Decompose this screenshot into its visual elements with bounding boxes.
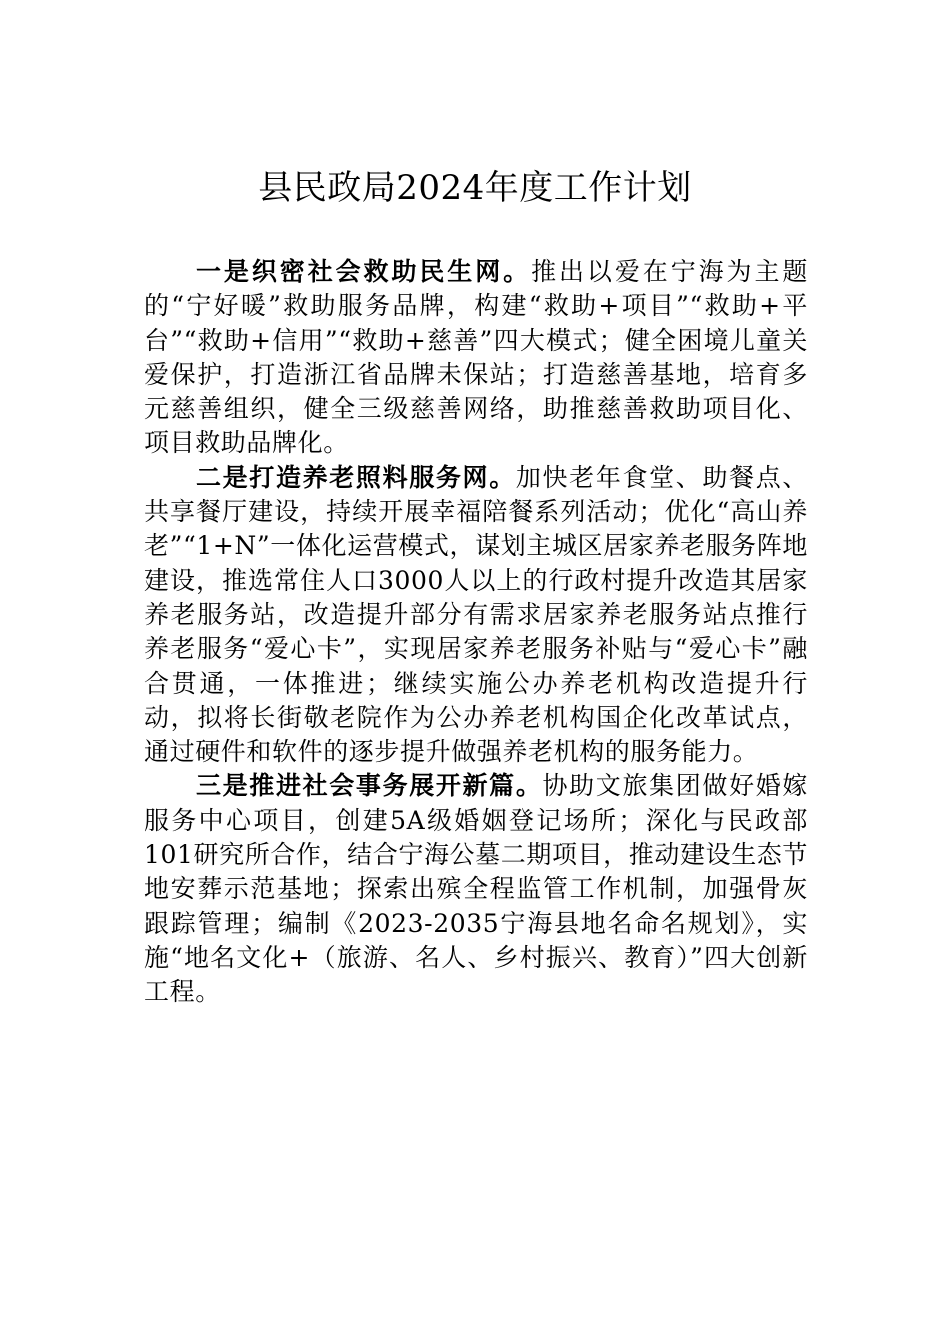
paragraph-text: 推出以爱在宁海为主题的“宁好暖”救助服务品牌，构建“救助+项目”“救助+平台”“救助+信用”“救助+慈善”四大模式；健全困境儿童关爱保护，打造浙江省品牌未保站；打造慈善基地，培育多元慈善组织，健全三级慈善网络，助推慈善救助项目化、项目救助品牌化。 bbox=[144, 257, 808, 458]
paragraph-elderly-care bbox=[144, 461, 808, 770]
paragraph-text: 协助文旅集团做好婚嫁服务中心项目，创建5A级婚姻登记场所；深化与民政部101研究所合作，结合宁海公墓二期项目，推动建设生态节地安葬示范基地；探索出殡全程监管工作机制，加强骨灰跟踪管理；编制《2023-2035宁海县地名命名规划》，实施“地名文化+（旅游、名人、乡村振兴、教育）”四大创新工程。 bbox=[144, 771, 808, 1007]
paragraph-social-affairs bbox=[144, 769, 808, 1009]
paragraph-lead: 二是打造养老照料服务网。 bbox=[196, 462, 516, 492]
paragraph-text: 加快老年食堂、助餐点、共享餐厅建设，持续开展幸福陪餐系列活动；优化“高山养老”“1+N”一体化运营模式，谋划主城区居家养老服务阵地建设，推选常住人口3000人以上的行政村提升改造其居家养老服务站，改造提升部分有需求居家养老服务站点推行养老服务“爱心卡”，实现居家养老服务补贴与“爱心卡”融合贯通，一体推进；继续实施公办养老机构改造提升行动，拟将长街敬老院作为公办养老机构国企化改革试点，通过硬件和软件的逐步提升做强养老机构的服务能力。 bbox=[144, 462, 809, 767]
paragraph-lead: 三是推进社会事务展开新篇。 bbox=[196, 771, 543, 801]
document-body bbox=[144, 255, 808, 1010]
paragraph-lead: 一是织密社会救助民生网。 bbox=[196, 257, 532, 286]
document-title: 县民政局2024年度工作计划 bbox=[258, 168, 692, 208]
paragraph-social-assistance bbox=[144, 255, 808, 461]
